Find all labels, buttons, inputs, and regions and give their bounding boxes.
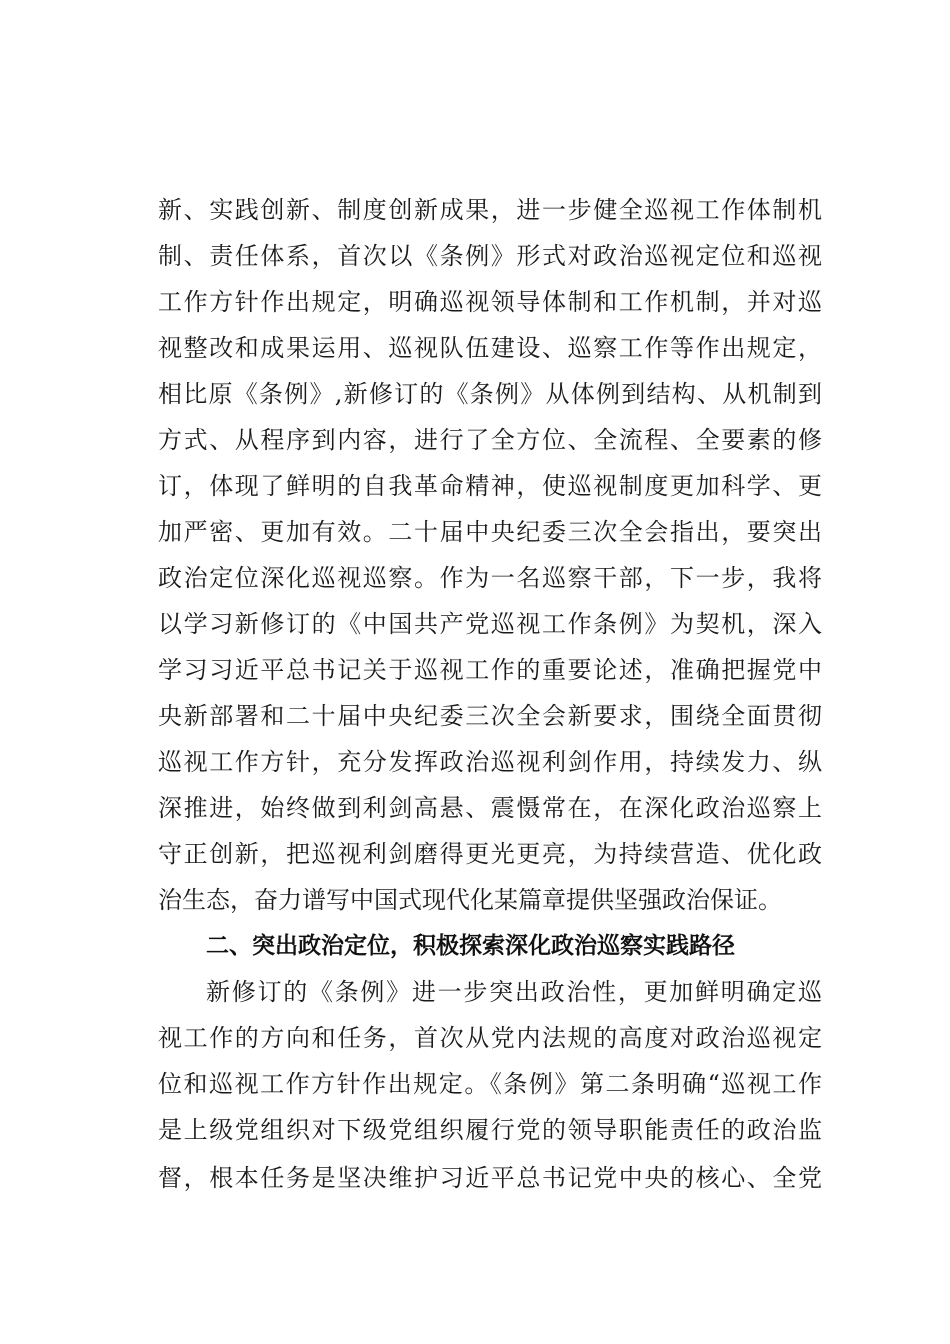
text-line: 制、责任体系，首次以《条例》形式对政治巡视定位和巡视 (158, 242, 822, 270)
text-line: 治生态，奋力谱写中国式现代化某篇章提供坚强政治保证。 (158, 886, 782, 914)
section-heading: 二、突出政治定位，积极探索深化政治巡察实践路径 (206, 933, 735, 959)
paragraph-2 (158, 979, 822, 1192)
text-line: 深推进，始终做到利剑高悬、震慑常在，在深化政治巡察上 (158, 794, 822, 822)
text-line: 订，体现了鲜明的自我革命精神，使巡视制度更加科学、更 (158, 472, 822, 500)
text-line: 方式、从程序到内容，进行了全方位、全流程、全要素的修 (158, 426, 822, 454)
text-line: 相比原《条例》,新修订的《条例》从体例到结构、从机制到 (158, 380, 822, 408)
text-line: 学习习近平总书记关于巡视工作的重要论述，准确把握党中 (158, 656, 822, 684)
text-line: 央新部署和二十届中央纪委三次全会新要求，围绕全面贯彻 (158, 702, 822, 730)
text-line: 督，根本任务是坚决维护习近平总书记党中央的核心、全党 (158, 1164, 822, 1192)
text-line: 加严密、更加有效。二十届中央纪委三次全会指出，要突出 (158, 518, 822, 546)
text-line: 政治定位深化巡视巡察。作为一名巡察干部，下一步，我将 (158, 564, 822, 592)
text-line: 以学习新修订的《中国共产党巡视工作条例》为契机，深入 (158, 610, 822, 638)
text-line: 是上级党组织对下级党组织履行党的领导职能责任的政治监 (158, 1116, 822, 1144)
text-line: 守正创新，把巡视利剑磨得更光更亮，为持续营造、优化政 (158, 840, 822, 868)
text-line: 位和巡视工作方针作出规定。《条例》第二条明确“巡视工作 (158, 1070, 822, 1098)
document-body (158, 197, 822, 1211)
text-line: 视整改和成果运用、巡视队伍建设、巡察工作等作出规定， (158, 334, 822, 362)
text-line: 工作方针作出规定，明确巡视领导体制和工作机制，并对巡 (158, 288, 822, 316)
text-line: 新修订的《条例》进一步突出政治性，更加鲜明确定巡 (206, 978, 822, 1006)
text-line: 新、实践创新、制度创新成果，进一步健全巡视工作体制机 (158, 196, 822, 224)
text-line: 巡视工作方针，充分发挥政治巡视利剑作用，持续发力、纵 (158, 748, 822, 776)
paragraph-1 (158, 197, 822, 914)
text-line: 视工作的方向和任务，首次从党内法规的高度对政治巡视定 (158, 1024, 822, 1052)
